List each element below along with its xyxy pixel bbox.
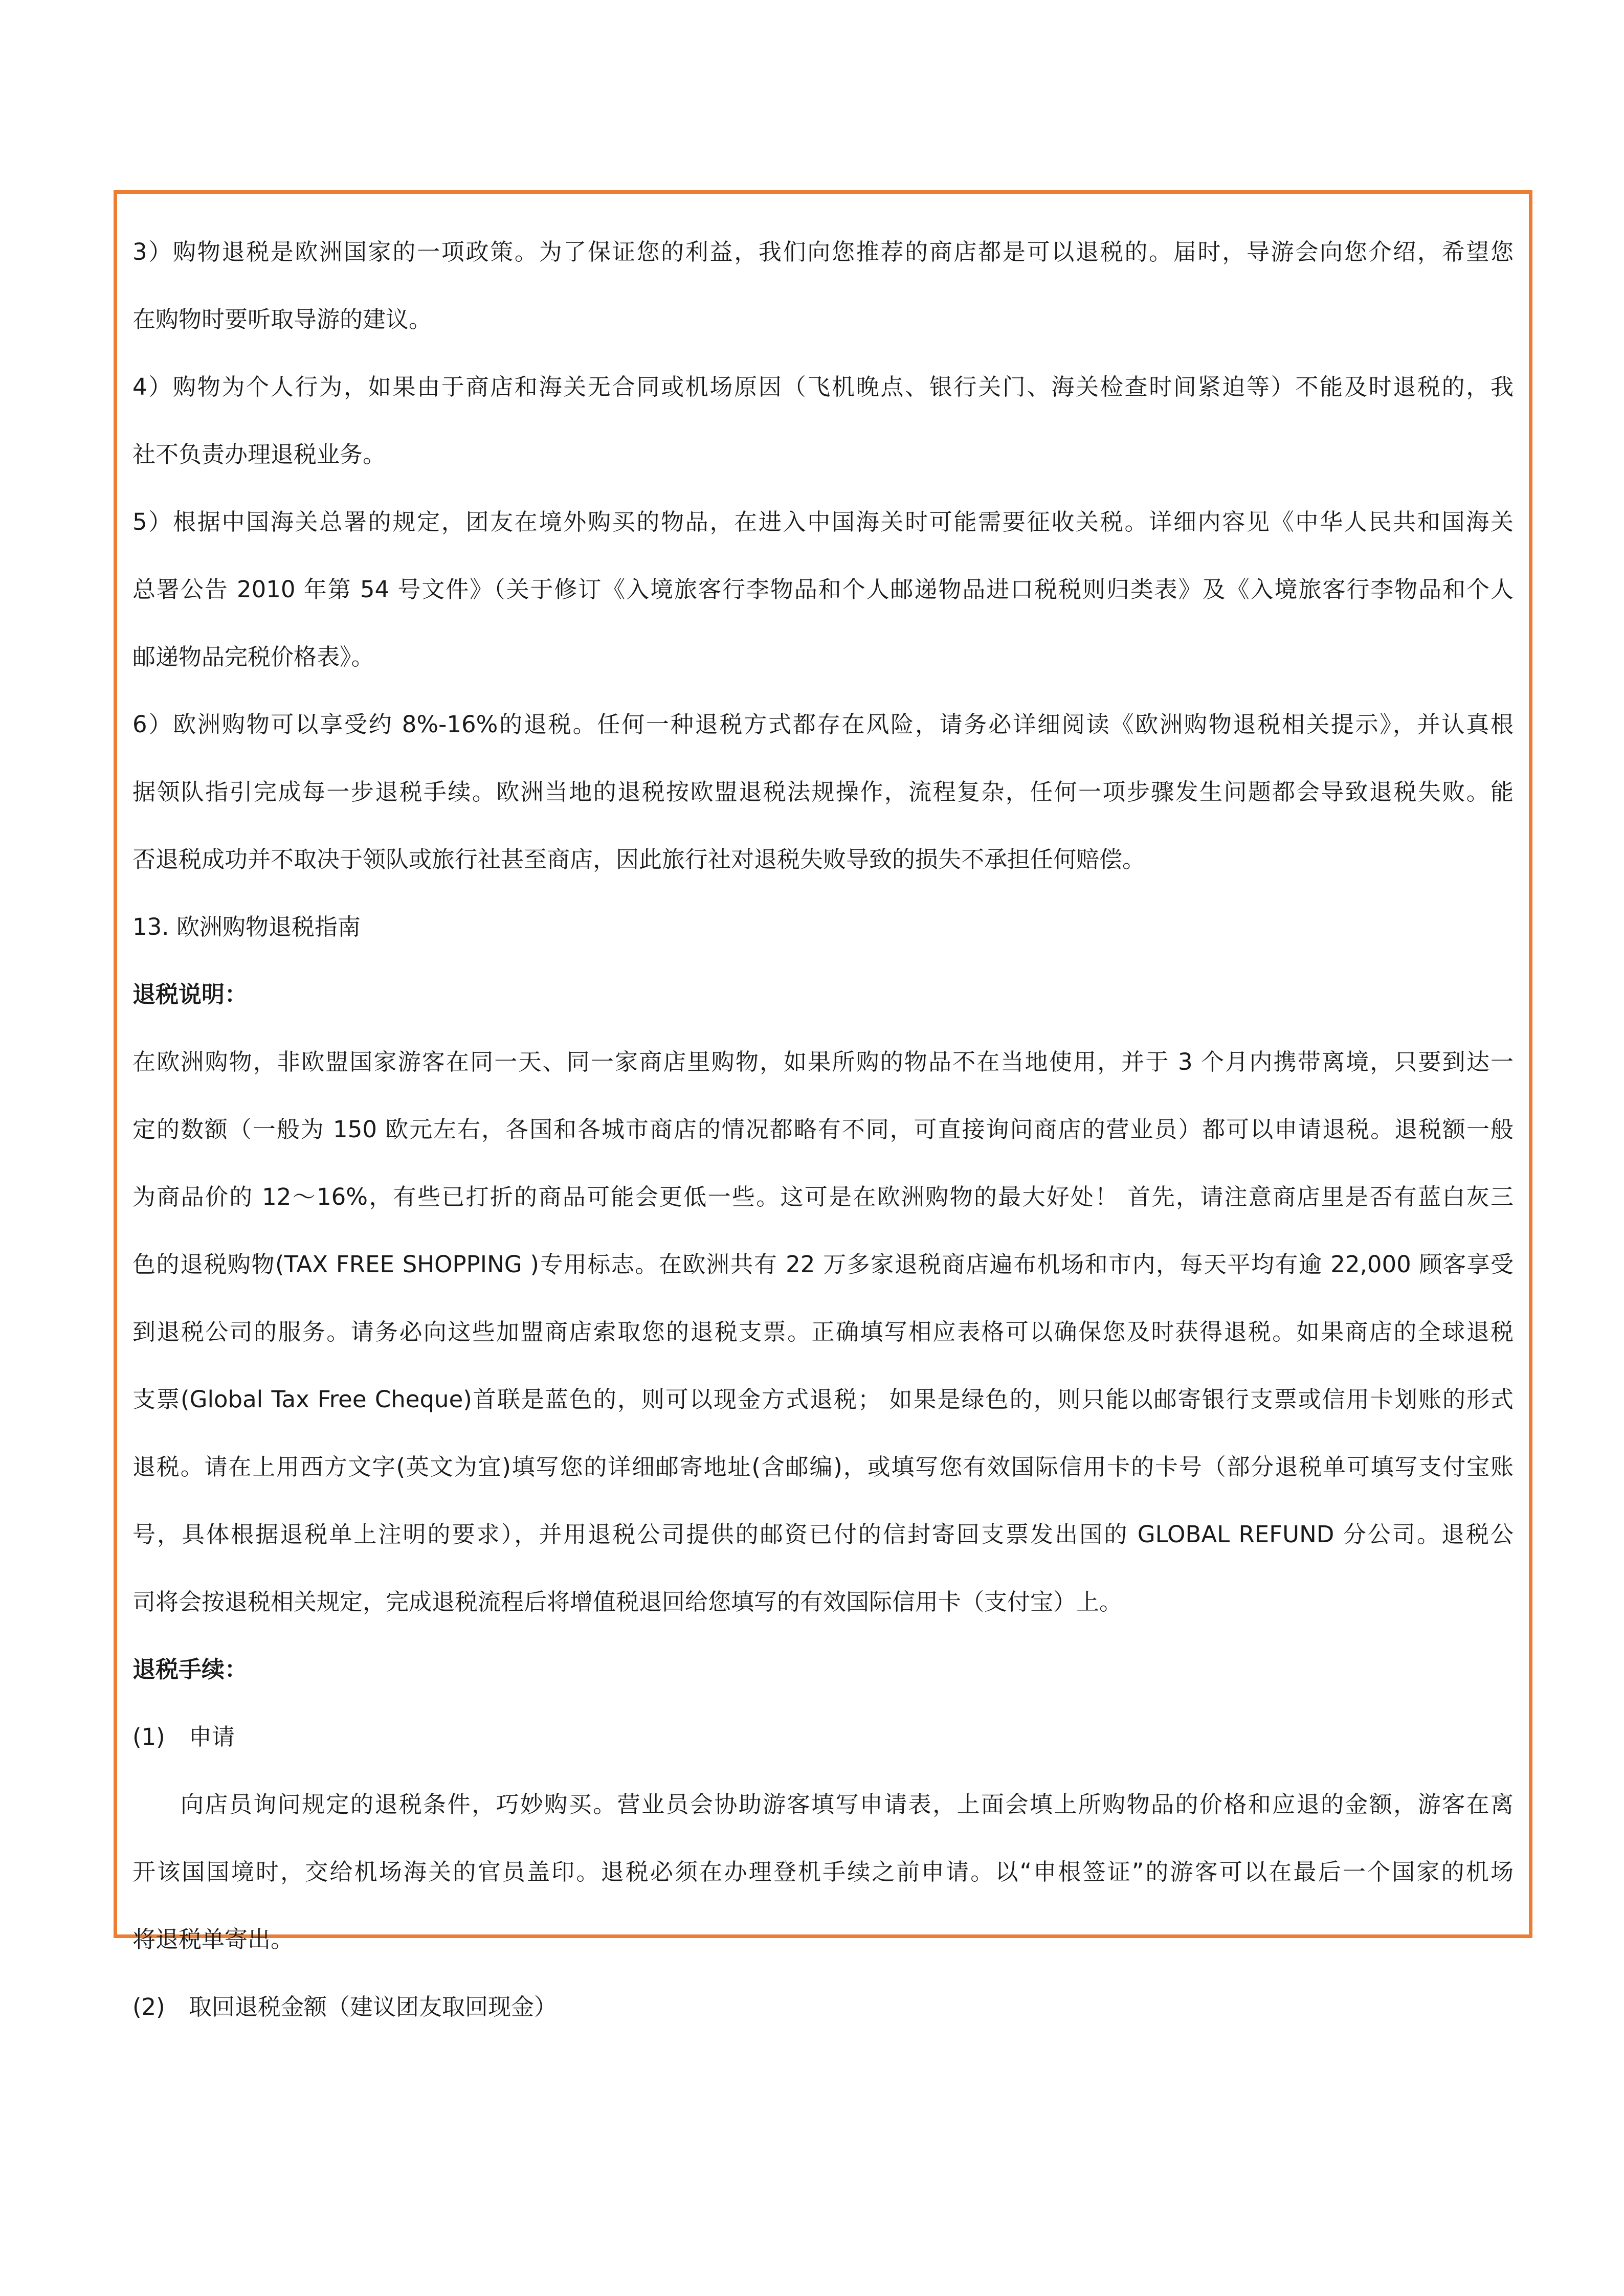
step-1-heading	[132, 1703, 1514, 1771]
explanation-line-3: 为商品价的 12～16%，有些已打折的商品可能会更低一些。这可是在欧洲购物的最大好处！ 首先，请注意商店里是否有蓝白灰三	[132, 1183, 1514, 1210]
item-5-line-3: 邮递物品完税价格表》。	[132, 643, 374, 670]
explanation-line-8: 号，具体根据退税单上注明的要求），并用退税公司提供的邮资已付的信封寄回支票发出国的 GLOBAL REFUND 分公司。退税公	[132, 1521, 1514, 1548]
explanation-line-7: 退税。请在上用西方文字(英文为宜)填写您的详细邮寄地址(含邮编)，或填写您有效国际信用卡的卡号（部分退税单可填写支付宝账	[132, 1453, 1514, 1480]
explanation-line-4: 色的退税购物(TAX FREE SHOPPING )专用标志。在欧洲共有 22 万多家退税商店遍布机场和市内，每天平均有逾 22,000 顾客享受	[132, 1251, 1514, 1278]
explanation-line-1: 在欧洲购物，非欧盟国家游客在同一天、同一家商店里购物，如果所购的物品不在当地使用，并于 3 个月内携带离境，只要到达一	[132, 1048, 1514, 1075]
explanation-line-6: 支票(Global Tax Free Cheque)首联是蓝色的，则可以现金方式退税； 如果是绿色的，则只能以邮寄银行支票或信用卡划账的形式	[132, 1386, 1514, 1413]
procedure-heading: 退税手续：	[132, 1656, 248, 1683]
item-6-line-1: 6）欧洲购物可以享受约 8%-16%的退税。任何一种退税方式都存在风险，请务必详细阅读《欧洲购物退税相关提示》，并认真根	[132, 711, 1514, 738]
step-2-number: (2)	[132, 1993, 165, 2020]
explanation-line-9: 司将会按退税相关规定，完成退税流程后将增值税退回给您填写的有效国际信用卡（支付宝）上。	[132, 1588, 1123, 1615]
item-6-line-2: 据领队指引完成每一步退税手续。欧洲当地的退税按欧盟退税法规操作，流程复杂，任何一项步骤发生问题都会导致退税失败。能	[132, 778, 1514, 805]
item-3-line-1: 3）购物退税是欧洲国家的一项政策。为了保证您的利益，我们向您推荐的商店都是可以退税的。届时，导游会向您介绍，希望您	[132, 238, 1514, 265]
item-6-line-3: 否退税成功并不取决于领队或旅行社甚至商店，因此旅行社对退税失败导致的损失不承担任何赔偿。	[132, 846, 1146, 873]
item-4-line-1: 4）购物为个人行为，如果由于商店和海关无合同或机场原因（飞机晚点、银行关门、海关检查时间紧迫等）不能及时退税的，我	[132, 373, 1514, 400]
content-frame	[114, 190, 1532, 2020]
step-1-number: (1)	[132, 1723, 165, 1750]
step-2-heading	[132, 1973, 1514, 2041]
item-3-line-2: 在购物时要听取导游的建议。	[132, 306, 432, 333]
item-4-line-2: 社不负责办理退税业务。	[132, 441, 386, 468]
explanation-line-5: 到退税公司的服务。请务必向这些加盟商店索取您的退税支票。正确填写相应表格可以确保您及时获得退税。如果商店的全球退税	[132, 1318, 1514, 1345]
item-5-line-1: 5）根据中国海关总署的规定，团友在境外购买的物品，在进入中国海关时可能需要征收关税。详细内容见《中华人民共和国海关	[132, 508, 1514, 535]
explanation-heading: 退税说明：	[132, 981, 248, 1008]
step-1-line-3: 将退税单寄出。	[132, 1926, 294, 1953]
step-1-line-2: 开该国国境时，交给机场海关的官员盖印。退税必须在办理登机手续之前申请。以“申根签证”的游客可以在最后一个国家的机场	[132, 1858, 1514, 1885]
section-title: 13. 欧洲购物退税指南	[132, 913, 361, 940]
step-1-line-1: 向店员询问规定的退税条件，巧妙购买。营业员会协助游客填写申请表，上面会填上所购物品的价格和应退的金额，游客在离	[181, 1791, 1514, 1818]
explanation-line-2: 定的数额（一般为 150 欧元左右，各国和各城市商店的情况都略有不同，可直接询问商店的营业员）都可以申请退税。退税额一般	[132, 1116, 1514, 1143]
item-5-line-2: 总署公告 2010 年第 54 号文件》（关于修订《入境旅客行李物品和个人邮递物品进口税税则归类表》及《入境旅客行李物品和个人	[132, 576, 1514, 603]
step-1-title: 申请	[189, 1723, 235, 1750]
step-2-title: 取回退税金额（建议团友取回现金）	[189, 1993, 558, 2020]
